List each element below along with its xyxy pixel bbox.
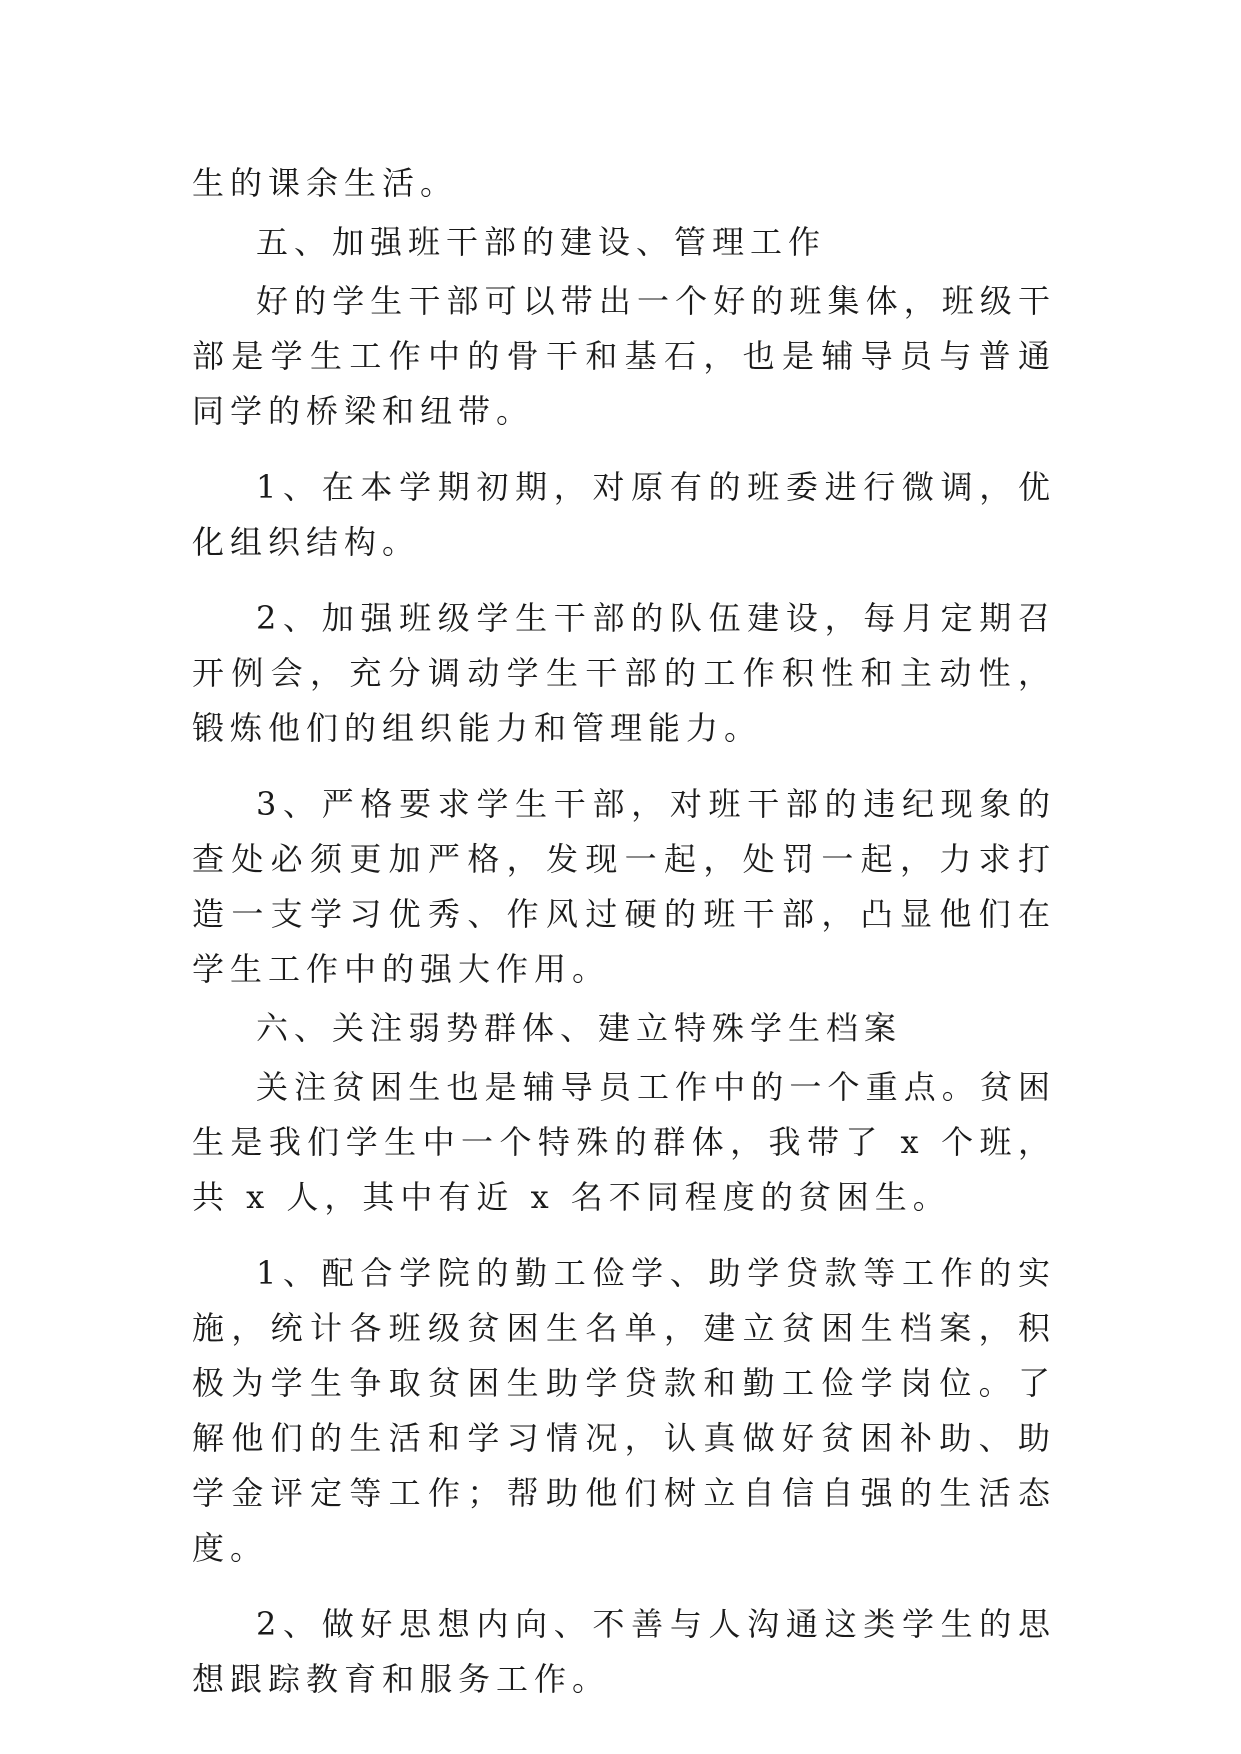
list-item-1: 1、在本学期初期，对原有的班委进行微调，优化组织结构。 bbox=[192, 468, 1056, 561]
paragraph-cadre-intro: 好的学生干部可以带出一个好的班集体，班级干部是学生工作中的骨干和基石，也是辅导员与普通同学的桥梁和纽带。 bbox=[192, 282, 1056, 430]
list-item-3: 3、严格要求学生干部，对班干部的违纪现象的查处必须更加严格，发现一起，处罚一起，力求打造一支学习优秀、作风过硬的班干部，凸显他们在学生工作中的强大作用。 bbox=[192, 785, 1056, 988]
section-heading-five: 五、加强班干部的建设、管理工作 bbox=[256, 223, 827, 261]
list-item-2b: 2、做好思想内向、不善与人沟通这类学生的思想跟踪教育和服务工作。 bbox=[192, 1605, 1056, 1698]
section-heading-six: 六、关注弱势群体、建立特殊学生档案 bbox=[256, 1009, 903, 1047]
list-item-2: 2、加强班级学生干部的队伍建设，每月定期召开例会，充分调动学生干部的工作积性和主动性，锻炼他们的组织能力和管理能力。 bbox=[192, 599, 1056, 747]
paragraph-continuation: 生的课余生活。 bbox=[192, 164, 459, 202]
paragraph-poor-students-intro: 关注贫困生也是辅导员工作中的一个重点。贫困生是我们学生中一个特殊的群体，我带了 x 个班，共 x 人，其中有近 x 名不同程度的贫困生。 bbox=[192, 1068, 1056, 1216]
document-body bbox=[192, 156, 1056, 1707]
list-item-1b: 1、配合学院的勤工俭学、助学贷款等工作的实施，统计各班级贫困生名单，建立贫困生档案，积极为学生争取贫困生助学贷款和勤工俭学岗位。了解他们的生活和学习情况，认真做好贫困补助、助学金评定等工作；帮助他们树立自信自强的生活态度。 bbox=[192, 1254, 1056, 1567]
